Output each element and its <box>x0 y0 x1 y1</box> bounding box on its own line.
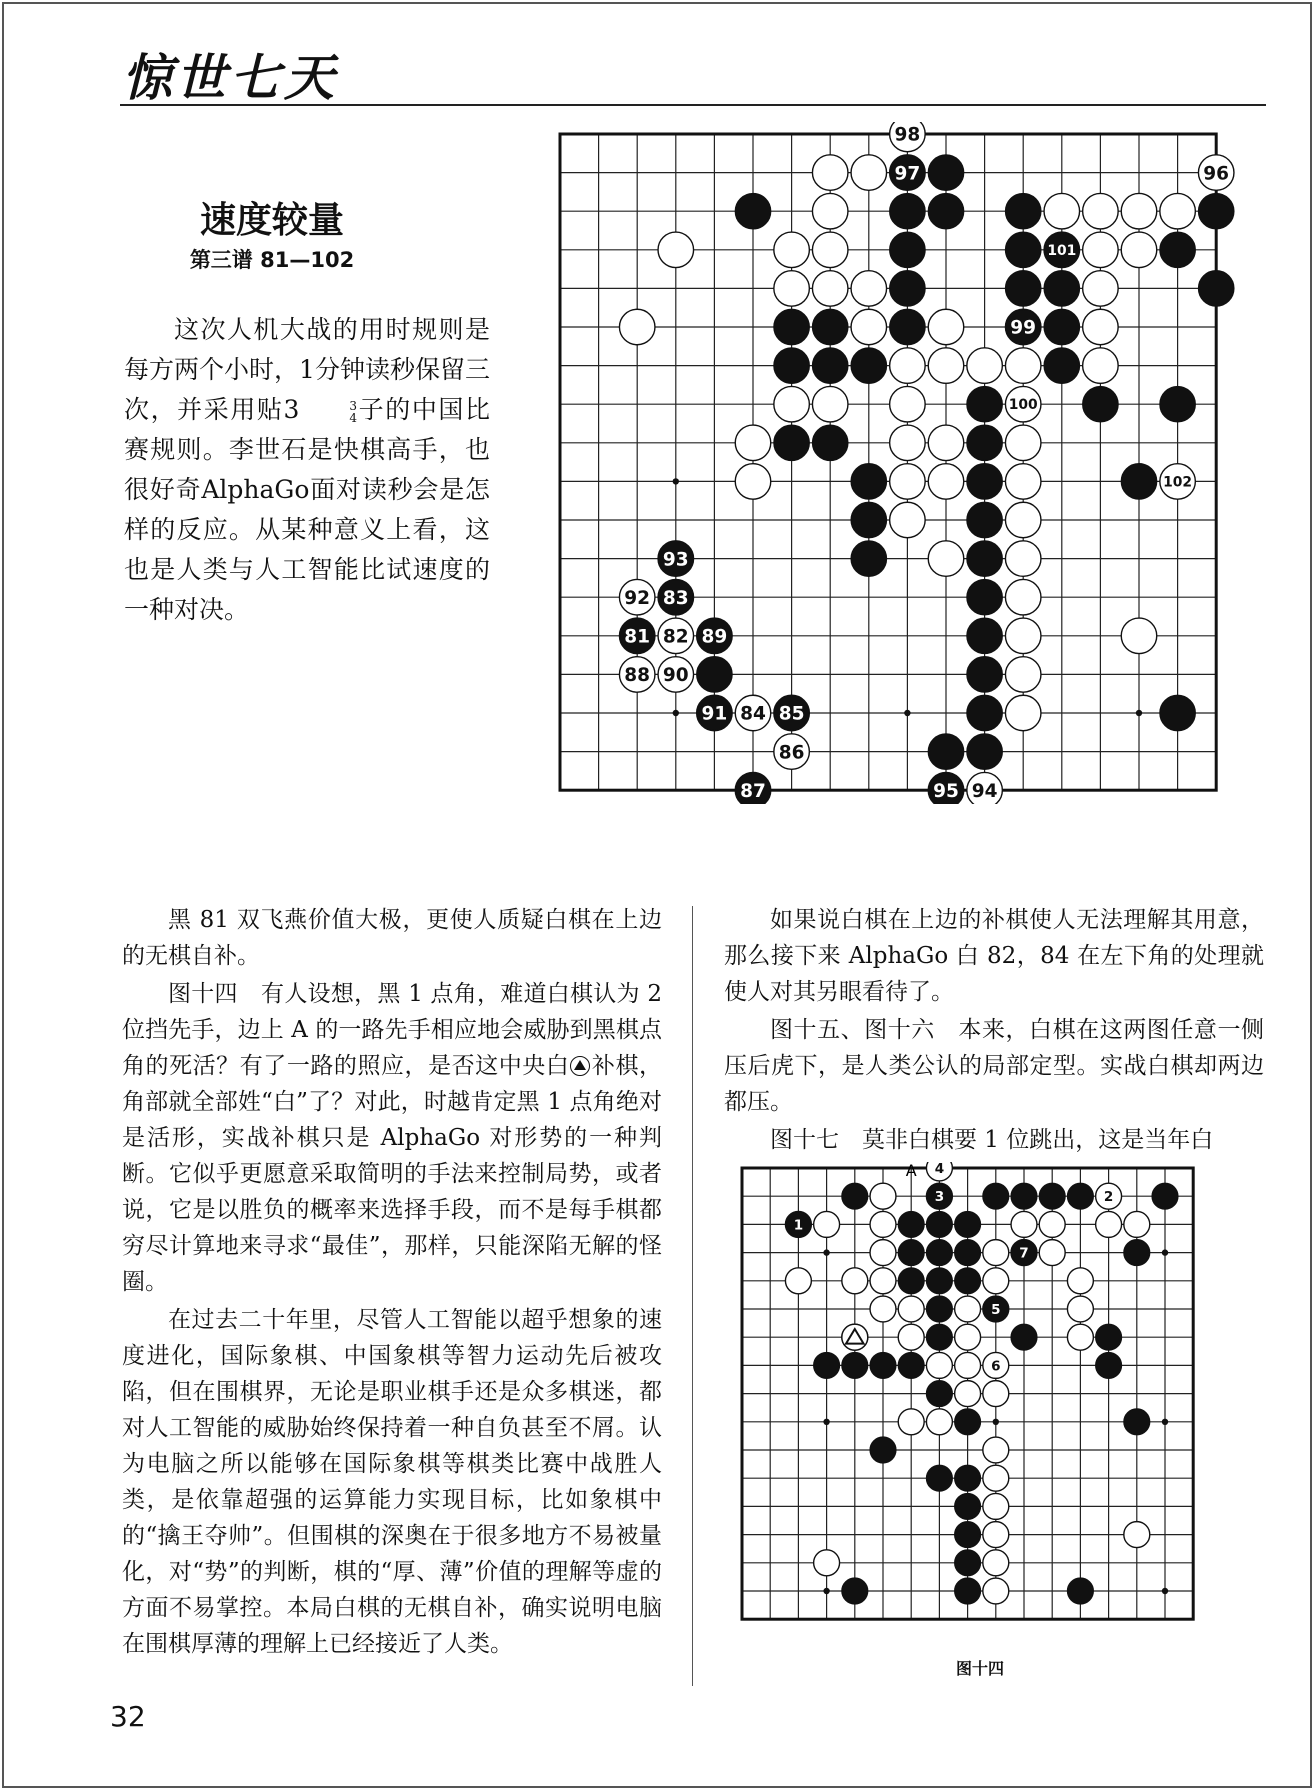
move-number: 7 <box>1019 1245 1029 1262</box>
black-stone <box>926 1381 952 1407</box>
intro-paragraph <box>124 310 490 630</box>
right-paragraph-2: 图十五、图十六 本来，白棋在这两图任意一侧压后虎下，是人类公认的局部定型。实战白棋却两边都压。 <box>724 1017 1264 1115</box>
black-stone <box>774 425 810 461</box>
move-number: 95 <box>933 780 959 802</box>
white-stone <box>735 425 771 461</box>
black-stone <box>967 579 1003 615</box>
white-stone <box>1005 657 1041 693</box>
white-stone <box>785 1268 811 1294</box>
black-stone <box>1011 1183 1037 1209</box>
star-point <box>993 1419 999 1425</box>
white-stone <box>983 1240 1009 1266</box>
black-stone <box>1198 271 1234 307</box>
black-stone <box>967 386 1003 422</box>
white-stone <box>983 1522 1009 1548</box>
star-point <box>1162 1588 1168 1594</box>
white-stone <box>890 386 926 422</box>
black-stone <box>1083 386 1119 422</box>
header-rule <box>120 104 1266 106</box>
white-stone <box>1005 579 1041 615</box>
left-text-column <box>122 902 662 1664</box>
white-stone <box>928 309 964 345</box>
white-stone <box>1005 541 1041 577</box>
white-stone <box>983 1268 1009 1294</box>
white-stone <box>774 271 810 307</box>
move-number: 102 <box>1163 474 1193 491</box>
black-stone <box>851 541 887 577</box>
move-number: 99 <box>1010 317 1037 339</box>
move-number: 96 <box>1203 163 1230 185</box>
black-stone <box>1005 232 1041 268</box>
black-stone <box>774 309 810 345</box>
white-stone <box>1083 309 1119 345</box>
white-stone <box>812 386 848 422</box>
white-stone <box>812 271 848 307</box>
move-number: 94 <box>971 780 998 802</box>
intro-text-a: 这次人机大战的用时规则是每方两个小时，1分钟读秒保留三次，并采用贴3 <box>124 315 490 424</box>
star-point <box>1162 1249 1168 1255</box>
black-stone <box>926 1296 952 1322</box>
black-stone <box>967 618 1003 654</box>
move-number: 89 <box>701 626 728 648</box>
black-stone <box>842 1183 868 1209</box>
black-stone <box>1044 271 1080 307</box>
white-stone <box>1039 1211 1065 1237</box>
triangle-marker-icon <box>570 1056 590 1076</box>
white-stone <box>955 1324 981 1350</box>
black-stone <box>870 1437 896 1463</box>
white-stone <box>890 348 926 384</box>
black-stone <box>812 348 848 384</box>
white-stone <box>1083 232 1119 268</box>
white-stone <box>812 155 848 191</box>
white-stone <box>1067 1296 1093 1322</box>
white-stone <box>955 1381 981 1407</box>
move-number: 85 <box>778 703 805 725</box>
section-title: 速度较量 <box>199 200 344 241</box>
black-stone <box>890 193 926 229</box>
move-number: 87 <box>740 780 766 802</box>
black-stone <box>697 657 733 693</box>
go-board-figure-14 <box>736 1162 1236 1648</box>
white-stone <box>955 1296 981 1322</box>
white-stone <box>898 1409 924 1435</box>
move-number: 86 <box>778 742 805 764</box>
black-stone <box>1044 309 1080 345</box>
white-stone <box>1124 1522 1150 1548</box>
black-stone <box>926 1240 952 1266</box>
black-stone <box>851 348 887 384</box>
black-stone <box>842 1578 868 1604</box>
black-stone <box>928 193 964 229</box>
left-paragraph-3: 在过去二十年里，尽管人工智能以超乎想象的速度进化，国际象棋、中国象棋等智力运动先后被攻陷，但在围棋界，无论是职业棋手还是众多棋迷，都对人工智能的威胁始终保持着一种自负甚至不屑。认为电脑之所以能够在国际象棋等棋类比赛中战胜人类，是依靠超强的运算能力实现目标，比如象棋中的“擒王夺帅”。但围棋的深奥在于很多地方不易被量化，对“势”的判断，棋的“厚、薄”价值的理解等虚的方面不易掌控。本局白棋的无棋自补，确实说明电脑在围棋厚薄的理解上已经接近了人类。 <box>122 1307 662 1657</box>
black-stone <box>870 1352 896 1378</box>
white-stone <box>735 464 771 500</box>
black-stone <box>1121 464 1157 500</box>
black-stone <box>967 541 1003 577</box>
move-number: 100 <box>1008 397 1038 414</box>
black-stone <box>851 464 887 500</box>
left-paragraph-2 <box>122 976 662 1300</box>
move-number: 90 <box>662 665 689 687</box>
black-stone <box>1160 232 1196 268</box>
black-stone <box>851 502 887 538</box>
star-point <box>1136 710 1142 716</box>
black-stone <box>1198 193 1234 229</box>
white-stone <box>1083 193 1119 229</box>
column-divider <box>692 906 693 1686</box>
white-stone <box>983 1381 1009 1407</box>
white-stone <box>870 1211 896 1237</box>
white-stone <box>812 193 848 229</box>
white-stone <box>851 155 887 191</box>
black-stone <box>1124 1409 1150 1435</box>
white-stone <box>898 1324 924 1350</box>
star-point <box>823 1419 829 1425</box>
black-stone <box>1152 1183 1178 1209</box>
right-paragraph-1: 如果说白棋在上边的补棋使人无法理解其用意，那么接下来 AlphaGo 白 82，84 在左下角的处理就使人对其另眼看待了。 <box>724 907 1264 1005</box>
black-stone <box>955 1211 981 1237</box>
move-number: 82 <box>662 626 689 648</box>
black-stone <box>955 1465 981 1491</box>
black-stone <box>1005 193 1041 229</box>
white-stone <box>774 232 810 268</box>
white-stone <box>928 425 964 461</box>
white-stone <box>1096 1211 1122 1237</box>
black-stone <box>1044 348 1080 384</box>
white-stone <box>1121 193 1157 229</box>
black-stone <box>890 309 926 345</box>
black-stone <box>1096 1352 1122 1378</box>
black-stone <box>1005 271 1041 307</box>
white-stone <box>1005 618 1041 654</box>
stones <box>785 1162 1178 1604</box>
running-header-title: 惊世七天 <box>122 48 338 107</box>
black-stone <box>1124 1240 1150 1266</box>
black-stone <box>890 271 926 307</box>
black-stone <box>983 1183 1009 1209</box>
white-stone <box>926 1409 952 1435</box>
white-stone <box>812 232 848 268</box>
move-number: 84 <box>740 703 766 725</box>
white-stone <box>890 425 926 461</box>
white-stone <box>851 271 887 307</box>
move-number: 5 <box>991 1301 1001 1318</box>
black-stone <box>812 309 848 345</box>
black-stone <box>955 1550 981 1576</box>
board-grid <box>560 134 1216 790</box>
stones <box>619 122 1234 804</box>
star-point <box>823 1249 829 1255</box>
black-stone <box>926 1268 952 1294</box>
black-stone <box>955 1578 981 1604</box>
black-stone <box>890 232 926 268</box>
white-stone <box>814 1211 840 1237</box>
white-stone <box>1005 464 1041 500</box>
white-stone <box>983 1465 1009 1491</box>
star-point <box>673 478 679 484</box>
white-stone <box>1011 1211 1037 1237</box>
move-number: 101 <box>1047 242 1077 259</box>
left-paragraph-1: 黑 81 双飞燕价值大极，更使人质疑白棋在上边的无棋自补。 <box>122 907 662 969</box>
point-label-a: A <box>905 1162 917 1180</box>
white-stone <box>814 1550 840 1576</box>
white-stone <box>851 309 887 345</box>
black-stone <box>1160 386 1196 422</box>
black-stone <box>1067 1578 1093 1604</box>
white-stone <box>1039 1240 1065 1266</box>
black-stone <box>955 1268 981 1294</box>
black-stone <box>1039 1183 1065 1209</box>
black-stone <box>812 425 848 461</box>
white-stone <box>870 1240 896 1266</box>
star-point <box>904 710 910 716</box>
page-number: 32 <box>110 1700 146 1733</box>
white-stone <box>1044 193 1080 229</box>
white-stone <box>928 464 964 500</box>
white-stone <box>983 1437 1009 1463</box>
board-border <box>560 134 1216 790</box>
white-stone <box>898 1296 924 1322</box>
black-stone <box>926 1211 952 1237</box>
move-number: 4 <box>934 1162 945 1177</box>
move-number: 88 <box>624 665 651 687</box>
intro-text-b: 子的中国比赛规则。李世石是快棋高手，也很好奇AlphaGo面对读秒会是怎样的反应。从某种意义上看，这也是人类与人工智能比试速度的一种对决。 <box>124 395 490 624</box>
move-number: 83 <box>662 587 689 609</box>
white-stone <box>870 1183 896 1209</box>
white-stone <box>870 1268 896 1294</box>
black-stone <box>898 1211 924 1237</box>
white-stone <box>870 1296 896 1322</box>
fraction-denominator: 4 <box>349 410 358 425</box>
star-point <box>1162 1419 1168 1425</box>
move-number: 91 <box>701 703 728 725</box>
move-number: 6 <box>991 1358 1001 1375</box>
white-stone <box>774 386 810 422</box>
black-stone <box>967 734 1003 770</box>
white-stone <box>926 1352 952 1378</box>
black-stone <box>898 1268 924 1294</box>
black-stone <box>898 1240 924 1266</box>
white-stone <box>1121 618 1157 654</box>
white-stone <box>983 1493 1009 1519</box>
star-point <box>823 1588 829 1594</box>
right-text-column <box>724 902 1264 1160</box>
fraction <box>299 400 357 424</box>
black-stone <box>926 1324 952 1350</box>
figure-caption: 图十四 <box>955 1659 1004 1678</box>
white-stone <box>1121 232 1157 268</box>
star-point <box>673 710 679 716</box>
white-stone <box>955 1352 981 1378</box>
go-board-main-diagram <box>548 122 1254 804</box>
white-stone <box>928 348 964 384</box>
black-stone <box>814 1352 840 1378</box>
move-number: 93 <box>662 549 689 571</box>
move-number: 98 <box>894 124 921 146</box>
black-stone <box>967 657 1003 693</box>
white-stone <box>658 232 694 268</box>
right-paragraph-3: 图十七 莫非白棋要 1 位跳出，这是当年白 <box>770 1127 1214 1153</box>
white-stone <box>1005 348 1041 384</box>
black-stone <box>928 734 964 770</box>
move-number: 97 <box>894 163 921 185</box>
white-stone <box>983 1578 1009 1604</box>
white-stone <box>619 309 655 345</box>
white-stone <box>1067 1268 1093 1294</box>
white-stone <box>1005 502 1041 538</box>
white-stone <box>890 464 926 500</box>
black-stone <box>955 1522 981 1548</box>
white-stone <box>1083 348 1119 384</box>
move-number: 1 <box>793 1217 804 1234</box>
black-stone <box>955 1409 981 1435</box>
white-stone <box>1160 193 1196 229</box>
move-number: 92 <box>624 587 651 609</box>
white-stone <box>967 348 1003 384</box>
black-stone <box>1160 695 1196 731</box>
black-stone <box>1067 1183 1093 1209</box>
white-stone <box>983 1550 1009 1576</box>
move-number: 3 <box>934 1189 945 1206</box>
white-stone <box>1005 425 1041 461</box>
black-stone <box>955 1493 981 1519</box>
black-stone <box>735 193 771 229</box>
white-stone <box>928 541 964 577</box>
black-stone <box>967 425 1003 461</box>
move-number: 81 <box>624 626 651 648</box>
black-stone <box>928 155 964 191</box>
black-stone <box>774 348 810 384</box>
white-stone <box>1005 695 1041 731</box>
move-number: 2 <box>1103 1189 1114 1206</box>
white-stone <box>1083 271 1119 307</box>
black-stone <box>1096 1324 1122 1350</box>
black-stone <box>967 464 1003 500</box>
white-stone <box>842 1268 868 1294</box>
left-paragraph-2-part-b: 补棋，角部就全部姓“白”了？对此，时越肯定黑 1 点角绝对是活形，实战补棋只是 AlphaGo 对形势的一种判断。它似乎更愿意采取简明的手法来控制局势，或者说，它是以胜负的概率来选择手段，而不是每手棋都穷尽计算地来寻求“最佳”，那样，只能深陷无解的怪圈。 <box>122 1053 663 1295</box>
white-stone <box>1067 1324 1093 1350</box>
white-stone <box>1124 1211 1150 1237</box>
white-stone <box>890 502 926 538</box>
black-stone <box>967 695 1003 731</box>
section-subtitle: 第三谱 81—102 <box>189 248 355 272</box>
black-stone <box>842 1352 868 1378</box>
fraction-numerator: 3 <box>349 398 358 413</box>
black-stone <box>955 1240 981 1266</box>
black-stone <box>967 502 1003 538</box>
black-stone <box>926 1465 952 1491</box>
black-stone <box>898 1352 924 1378</box>
left-paragraph-2-part-a: 图十四 有人设想，黑 1 点角，难道白棋认为 2 位挡先手，边上 A 的一路先手相应地会威胁到黑棋点角的死活？有了一路的照应，是否这中央白 <box>122 981 662 1079</box>
black-stone <box>1011 1324 1037 1350</box>
